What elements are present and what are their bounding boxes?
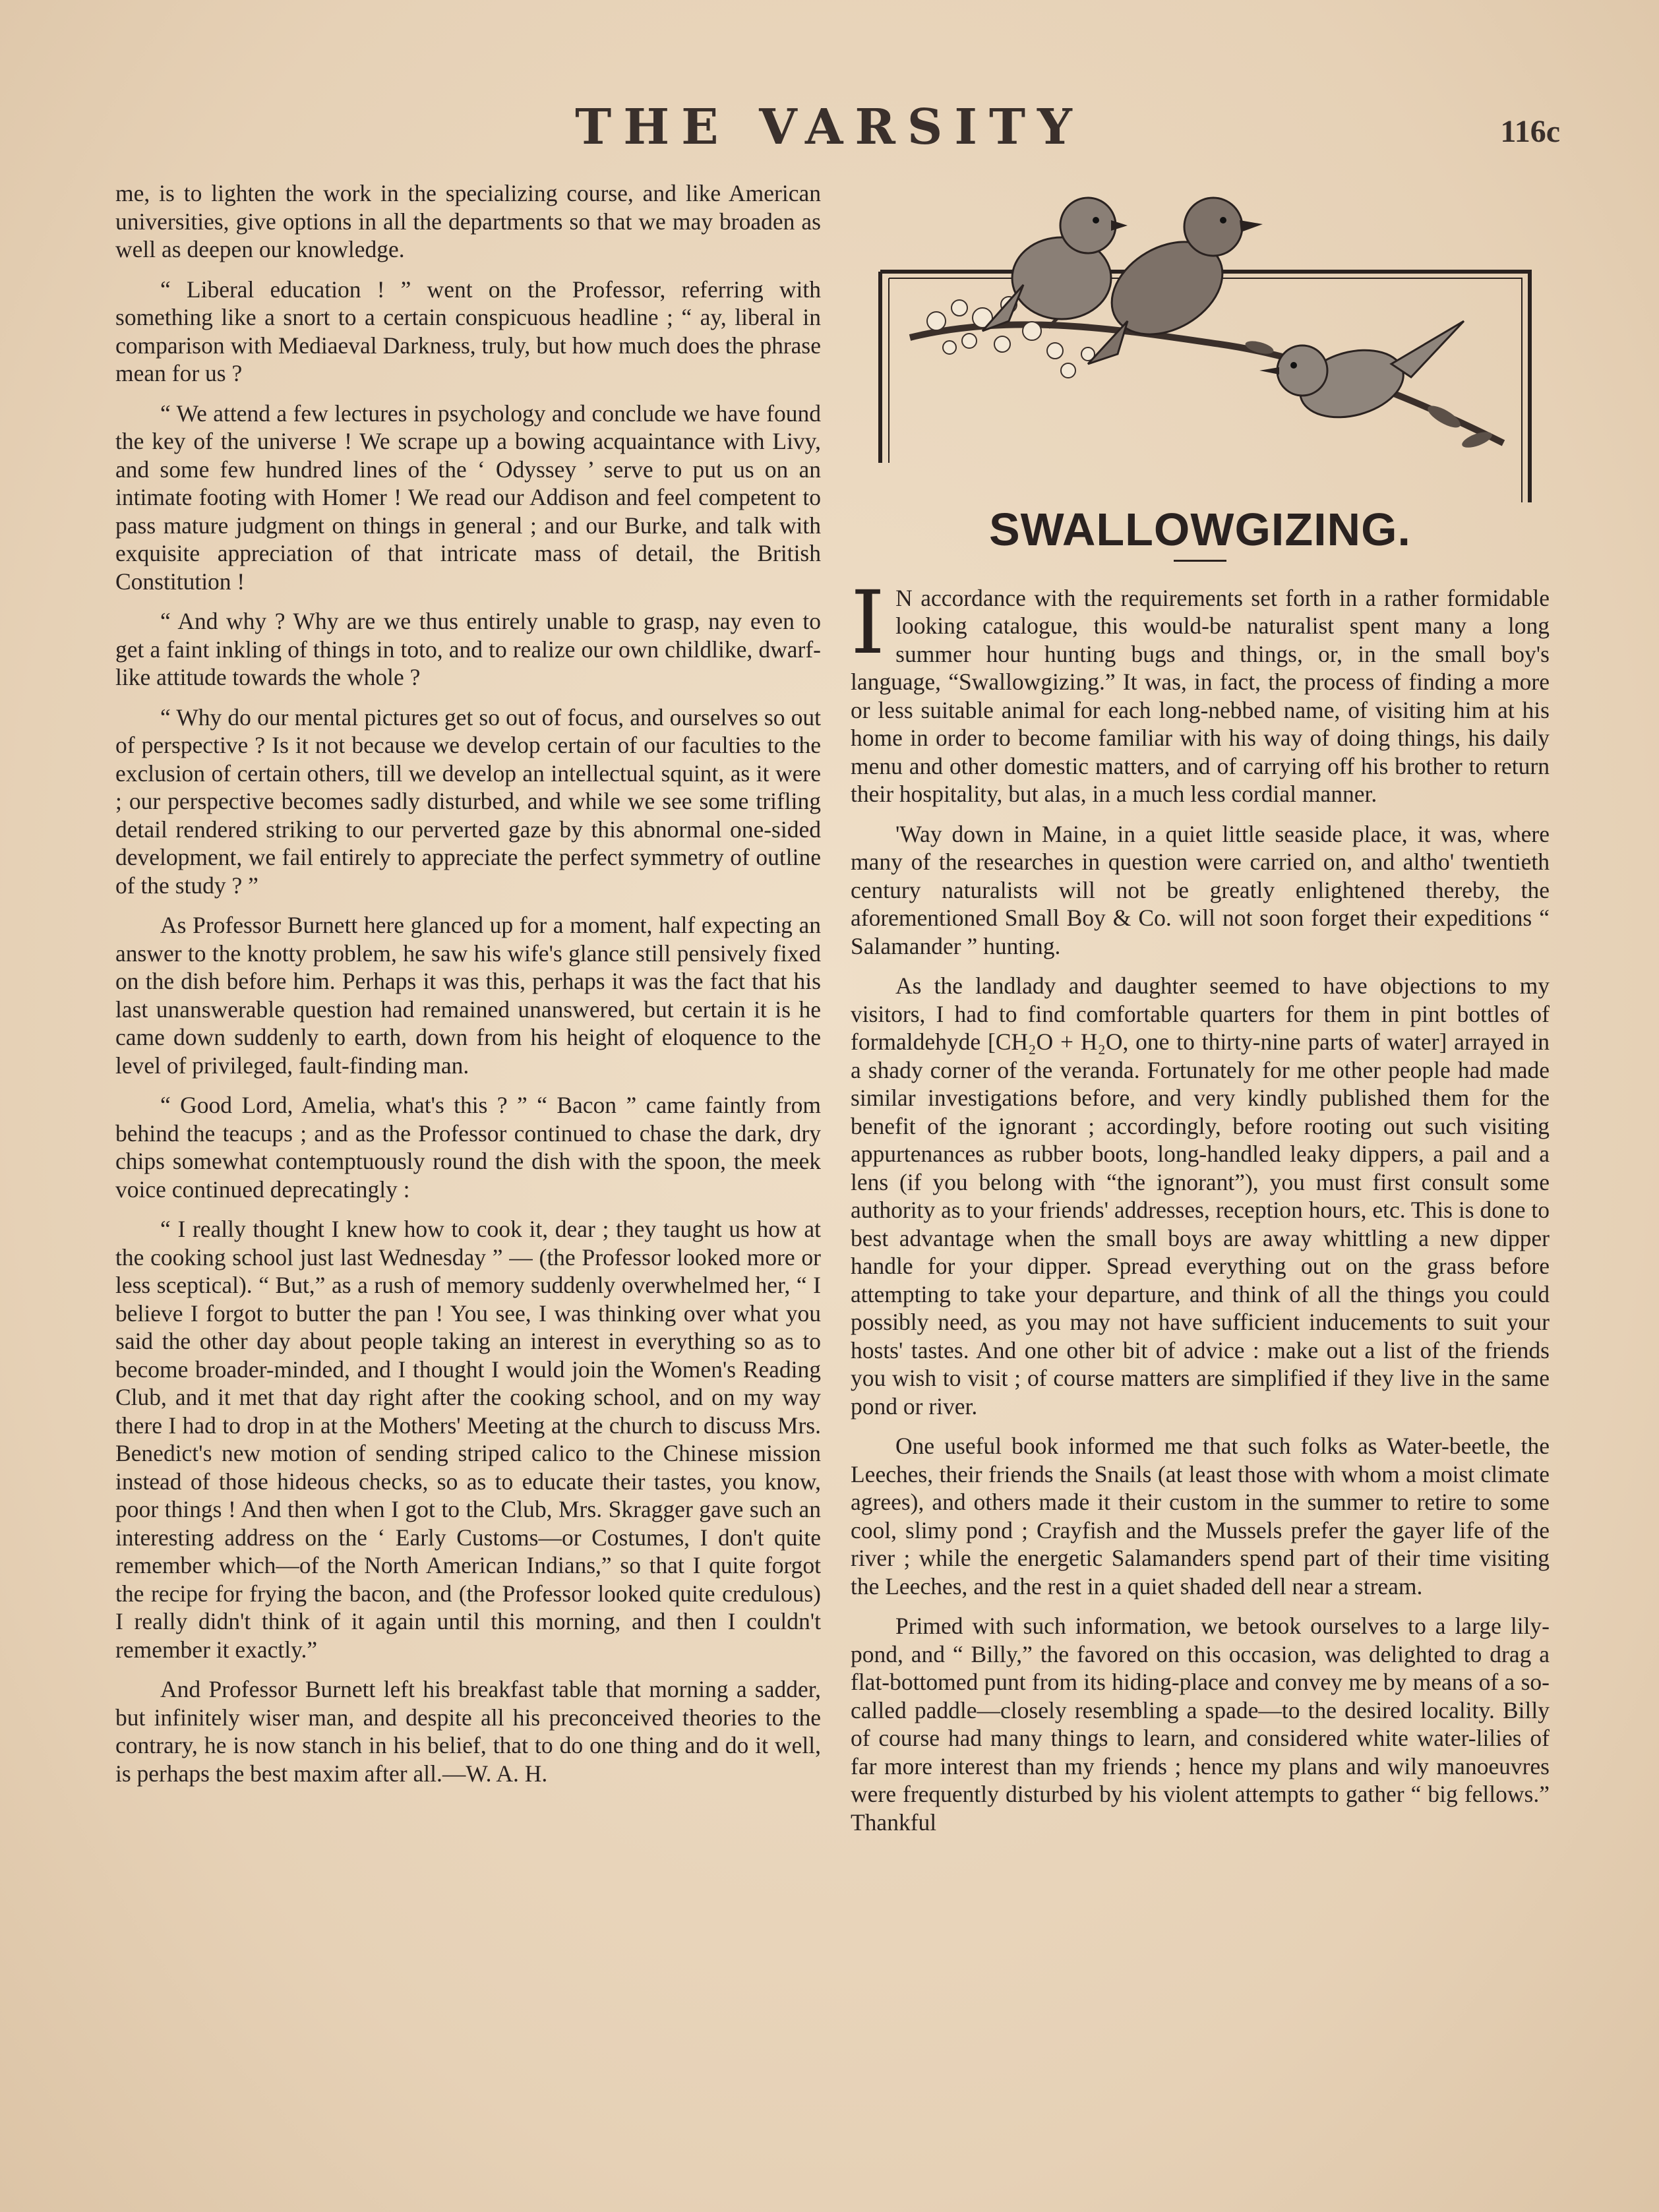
paragraph: “ Liberal education ! ” went on the Professor, referring with something like a snort to a certain conspicuous headline ; “ ay, liberal in comparison with Mediaeval Darkness, truly, but how much does the phrase mean for us ?: [115, 276, 821, 386]
paragraph: As the landlady and daughter seemed to have objections to my visitors, I had to find comfortable quarters for them in pint bottles of formaldehyde [CH₂O + H₂O, one to thirty-nine parts of water] arrayed in a shady corner of the veranda. Fortunately for me other people had made similar investigations before, and very kindly published them for the benefit of the ignorant ; accordingly, before rooting out such visiting appurtenances as rubber boots, long-handled leaky dippers, a pail and a lens (if you belong with “the ignorant”), you must first consult some authority as to your friends' addresses, reception hours, etc. This is done to best advantage when the small boys are away whittling a new dipper handle for your dipper. Spread everything out on the grass before attempting to take your departure, and think of all the things you could possibly need, as you may not have sufficient inducements to suit your hosts' tastes. And one other bit of advice : make out a list of the friends you wish to visit ; of course matters are simplified if they live in the same pond or river.: [851, 972, 1550, 1420]
paragraph: “ Good Lord, Amelia, what's this ? ” “ Bacon ” came faintly from behind the teacups ; and as the Professor continued to chase the dark, dry chips somewhat contemptuously round the dish with the spoon, the meek voice continued deprecatingly :: [115, 1092, 821, 1203]
title-rule: [1174, 560, 1226, 562]
article-title: SWALLOWGIZING.: [988, 504, 1412, 555]
paragraph: One useful book informed me that such folks as Water-beetle, the Leeches, their friends the Snails (at least those with whom a moist climate agrees), and others made it their custom in the summer to retire to some cool, slimy pond ; Crayfish and the Mussels prefer the gayer life of the river ; while the energetic Salamanders spend part of their time visiting the Leeches, and the rest in a quiet shaded dell near a stream.: [851, 1433, 1550, 1599]
birds-illustration: [851, 179, 1550, 509]
birds-on-branch-icon: [851, 179, 1550, 509]
paragraph: Primed with such information, we betook ourselves to a large lily-pond, and “ Billy,” the favored on this occasion, was delighted to drag a flat-bottomed punt from its hiding-place and convey me by means of a so-called paddle—closely resembling a spade—to the desired locality. Billy of course had many things to learn, and considered white water-lilies of far more interest than my friends ; hence my plans and wily manoeuvres were frequently disturbed by his violent attempts to gather “ big fellows.” Thankful: [851, 1613, 1550, 1836]
paragraph: “ Why do our mental pictures get so out of focus, and ourselves so out of perspective ? Is it not because we develop certain of our faculties to the exclusion of certain others, till we develop an intellectual squint, as it were ; our perspective becomes sadly disturbed, and while we see some trifling detail rendered striking to our perverted gaze by this abnormal one-sided development, we fail entirely to appreciate the perfect symmetry of outline of the study ? ”: [115, 703, 821, 899]
right-column: [851, 179, 1550, 1848]
article-first-paragraph: [851, 572, 1550, 808]
masthead-title: THE VARSITY: [575, 99, 1084, 156]
paragraph: “ We attend a few lectures in psychology and conclude we have found the key of the universe ! We scrape up a bowing acquaintance with Livy, and some few hundred lines of the ‘ Odyssey ’ serve to put us on an intimate footing with Homer ! We read our Addison and feel competent to pass mature judgment on things in general ; and our Burke, and talk with exquisite appreciation of that intricate mass of detail, the British Constitution !: [115, 400, 821, 595]
paragraph: “ I really thought I knew how to cook it, dear ; they taught us how at the cooking school just last Wednesday ” — (the Professor looked more or less sceptical). “ But,” as a rush of memory suddenly overwhelmed her, “ I believe I forgot to butter the pan ! You see, I was thinking over what you said the other day about people taking an interest in everything so as to become broader-minded, and I thought I would join the Women's Reading Club, and it met that day right after the cooking school, and on my way there I had to drop in at the Mothers' Meeting at the church to discuss Mrs. Benedict's new motion of sending striped calico to the Chinese mission instead of those hideous checks, so as to educate their tastes, you know, poor things ! And then when I got to the Club, Mrs. Skragger gave such an interesting address on the ‘ Early Customs—or Costumes, I don't quite remember which—of the North American Indians,” so that I quite forgot the recipe for frying the bacon, and (the Professor looked quite credulous) I really didn't think of it again until this morning, and then I couldn't remember it exactly.”: [115, 1216, 821, 1663]
page-number: 116c: [1500, 114, 1560, 149]
first-paragraph-text: N accordance with the requirements set forth in a rather formidable looking catalogue, this would-be naturalist spent many a long summer hour hunting bugs and things, or, in the small boy's language, “Swallowgizing.” It was, in fact, the process of finding a more or less suitable animal for each long-nebbed name, of visiting him at his home in order to become familiar with his way of doing things, his daily menu and other domestic matters, and of carrying off his brother to return their hospitality, but alas, in a much less cordial manner.: [851, 584, 1550, 807]
paragraph: As Professor Burnett here glanced up for a moment, half expecting an answer to the knotty problem, he saw his wife's glance still pensively fixed on the dish before him. Perhaps it was this, perhaps it was the fact that his last unanswerable question had remained unanswered, but certain it is he came down suddenly to earth, down from his height of eloquence to the level of privileged, fault-finding man.: [115, 912, 821, 1079]
paragraph: And Professor Burnett left his breakfast table that morning a sadder, but infinitely wiser man, and despite all his preconceived theories to the contrary, he is now stanch in his belief, that to do one thing and do it well, is perhaps the best maxim after all.—W. A. H.: [115, 1676, 821, 1787]
dropcap-letter: I: [851, 572, 886, 674]
left-column: [115, 179, 821, 1799]
paragraph: “ And why ? Why are we thus entirely unable to grasp, nay even to get a faint inkling of things in toto, and to realize our own childlike, dwarf-like attitude towards the whole ?: [115, 608, 821, 690]
paragraph: 'Way down in Maine, in a quiet little seaside place, it was, where many of the researches in question were carried on, and altho' twentieth century naturalists will not be greatly enlightened thereby, the aforementioned Small Boy & Co. will not soon forget their expeditions “ Salamander ” hunting.: [851, 820, 1550, 959]
paragraph: me, is to lighten the work in the specializing course, and like American universities, give options in all the departments so that we may broaden as well as deepen our knowledge.: [115, 180, 821, 262]
